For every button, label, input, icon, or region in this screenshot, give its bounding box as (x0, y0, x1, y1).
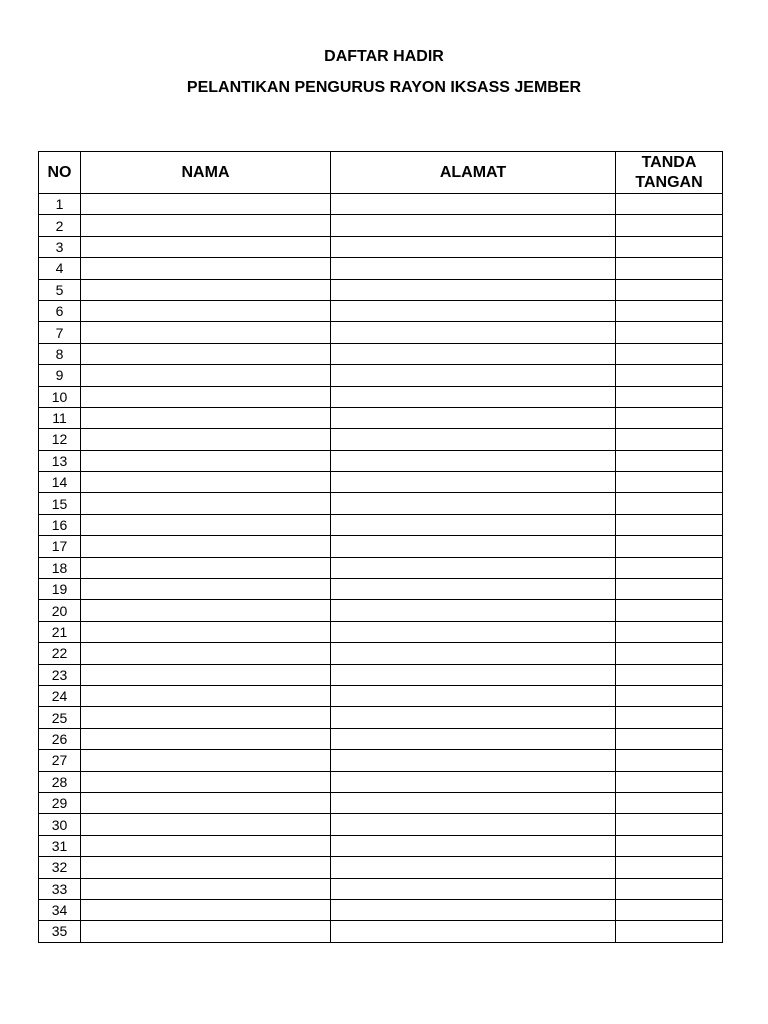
alamat-cell[interactable] (331, 279, 616, 300)
nama-cell[interactable] (81, 664, 331, 685)
alamat-cell[interactable] (331, 750, 616, 771)
row-number: 11 (39, 407, 81, 428)
nama-cell[interactable] (81, 386, 331, 407)
alamat-cell[interactable] (331, 600, 616, 621)
table-row (39, 750, 723, 771)
nama-cell[interactable] (81, 579, 331, 600)
row-number: 27 (39, 750, 81, 771)
tanda-tangan-cell[interactable] (616, 685, 723, 706)
row-number: 9 (39, 365, 81, 386)
nama-cell[interactable] (81, 365, 331, 386)
tanda-tangan-cell[interactable] (616, 643, 723, 664)
column-header-tanda-tangan-line1: TANDA (641, 153, 697, 171)
nama-cell[interactable] (81, 536, 331, 557)
nama-cell[interactable] (81, 450, 331, 471)
table-row (39, 279, 723, 300)
nama-cell[interactable] (81, 279, 331, 300)
alamat-cell[interactable] (331, 407, 616, 428)
row-number: 14 (39, 472, 81, 493)
alamat-cell[interactable] (331, 365, 616, 386)
nama-cell[interactable] (81, 429, 331, 450)
alamat-cell[interactable] (331, 343, 616, 364)
nama-cell[interactable] (81, 878, 331, 899)
nama-cell[interactable] (81, 600, 331, 621)
alamat-cell[interactable] (331, 814, 616, 835)
nama-cell[interactable] (81, 343, 331, 364)
alamat-cell[interactable] (331, 643, 616, 664)
row-number: 1 (39, 194, 81, 215)
alamat-cell[interactable] (331, 322, 616, 343)
row-number: 8 (39, 343, 81, 364)
table-row (39, 536, 723, 557)
row-number: 31 (39, 835, 81, 856)
table-row (39, 365, 723, 386)
row-number: 4 (39, 258, 81, 279)
nama-cell[interactable] (81, 899, 331, 920)
nama-cell[interactable] (81, 300, 331, 321)
alamat-cell[interactable] (331, 621, 616, 642)
table-row (39, 493, 723, 514)
nama-cell[interactable] (81, 322, 331, 343)
row-number: 22 (39, 643, 81, 664)
tanda-tangan-cell[interactable] (616, 600, 723, 621)
tanda-tangan-cell[interactable] (616, 386, 723, 407)
alamat-cell[interactable] (331, 536, 616, 557)
table-row (39, 300, 723, 321)
table-row (39, 322, 723, 343)
table-row (39, 621, 723, 642)
tanda-tangan-cell[interactable] (616, 429, 723, 450)
alamat-cell[interactable] (331, 300, 616, 321)
column-header-nama: NAMA (81, 152, 331, 194)
table-row (39, 728, 723, 749)
tanda-tangan-cell[interactable] (616, 857, 723, 878)
alamat-cell[interactable] (331, 450, 616, 471)
table-row (39, 899, 723, 920)
tanda-tangan-cell[interactable] (616, 750, 723, 771)
row-number: 23 (39, 664, 81, 685)
nama-cell[interactable] (81, 857, 331, 878)
table-row (39, 814, 723, 835)
table-row (39, 792, 723, 813)
alamat-cell[interactable] (331, 878, 616, 899)
alamat-cell[interactable] (331, 386, 616, 407)
nama-cell[interactable] (81, 493, 331, 514)
page-title: DAFTAR HADIR (324, 48, 444, 65)
row-number: 17 (39, 536, 81, 557)
nama-cell[interactable] (81, 750, 331, 771)
tanda-tangan-cell[interactable] (616, 343, 723, 364)
row-number: 33 (39, 878, 81, 899)
row-number: 7 (39, 322, 81, 343)
nama-cell[interactable] (81, 258, 331, 279)
tanda-tangan-cell[interactable] (616, 579, 723, 600)
nama-cell[interactable] (81, 643, 331, 664)
tanda-tangan-cell[interactable] (616, 792, 723, 813)
nama-cell[interactable] (81, 514, 331, 535)
nama-cell[interactable] (81, 472, 331, 493)
row-number: 25 (39, 707, 81, 728)
row-number: 29 (39, 792, 81, 813)
table-row (39, 343, 723, 364)
table-row (39, 472, 723, 493)
table-row (39, 514, 723, 535)
table-row (39, 664, 723, 685)
table-row (39, 194, 723, 215)
tanda-tangan-cell[interactable] (616, 835, 723, 856)
table-row (39, 835, 723, 856)
alamat-cell[interactable] (331, 835, 616, 856)
row-number: 32 (39, 857, 81, 878)
table-header-row (39, 152, 723, 194)
row-number: 18 (39, 557, 81, 578)
row-number: 19 (39, 579, 81, 600)
row-number: 21 (39, 621, 81, 642)
table-row (39, 600, 723, 621)
alamat-cell[interactable] (331, 429, 616, 450)
row-number: 28 (39, 771, 81, 792)
tanda-tangan-cell[interactable] (616, 407, 723, 428)
alamat-cell[interactable] (331, 215, 616, 236)
tanda-tangan-cell[interactable] (616, 707, 723, 728)
tanda-tangan-cell[interactable] (616, 258, 723, 279)
table-row (39, 557, 723, 578)
alamat-cell[interactable] (331, 707, 616, 728)
tanda-tangan-cell[interactable] (616, 536, 723, 557)
alamat-cell[interactable] (331, 664, 616, 685)
nama-cell[interactable] (81, 707, 331, 728)
alamat-cell[interactable] (331, 771, 616, 792)
tanda-tangan-cell[interactable] (616, 322, 723, 343)
tanda-tangan-cell[interactable] (616, 878, 723, 899)
table-row (39, 771, 723, 792)
tanda-tangan-cell[interactable] (616, 814, 723, 835)
tanda-tangan-cell[interactable] (616, 921, 723, 942)
tanda-tangan-cell[interactable] (616, 365, 723, 386)
row-number: 26 (39, 728, 81, 749)
page-subtitle: PELANTIKAN PENGURUS RAYON IKSASS JEMBER (186, 79, 582, 96)
alamat-cell[interactable] (331, 236, 616, 257)
nama-cell[interactable] (81, 728, 331, 749)
nama-cell[interactable] (81, 557, 331, 578)
alamat-cell[interactable] (331, 899, 616, 920)
tanda-tangan-cell[interactable] (616, 236, 723, 257)
tanda-tangan-cell[interactable] (616, 194, 723, 215)
nama-cell[interactable] (81, 792, 331, 813)
row-number: 30 (39, 814, 81, 835)
row-number: 6 (39, 300, 81, 321)
alamat-cell[interactable] (331, 194, 616, 215)
nama-cell[interactable] (81, 814, 331, 835)
row-number: 3 (39, 236, 81, 257)
row-number: 13 (39, 450, 81, 471)
row-number: 34 (39, 899, 81, 920)
column-header-tanda-tangan-line2: TANGAN (635, 173, 703, 191)
tanda-tangan-cell[interactable] (616, 899, 723, 920)
tanda-tangan-cell[interactable] (616, 621, 723, 642)
column-header-alamat: ALAMAT (331, 152, 616, 194)
table-row (39, 857, 723, 878)
attendance-table (38, 151, 723, 943)
alamat-cell[interactable] (331, 685, 616, 706)
column-header-tanda-tangan (616, 152, 723, 194)
nama-cell[interactable] (81, 835, 331, 856)
table-row (39, 386, 723, 407)
column-header-no: NO (39, 152, 81, 194)
table-row (39, 407, 723, 428)
tanda-tangan-cell[interactable] (616, 300, 723, 321)
nama-cell[interactable] (81, 621, 331, 642)
table-row (39, 258, 723, 279)
row-number: 16 (39, 514, 81, 535)
table-row (39, 236, 723, 257)
nama-cell[interactable] (81, 771, 331, 792)
row-number: 12 (39, 429, 81, 450)
table-row (39, 878, 723, 899)
alamat-cell[interactable] (331, 514, 616, 535)
tanda-tangan-cell[interactable] (616, 557, 723, 578)
alamat-cell[interactable] (331, 557, 616, 578)
row-number: 24 (39, 685, 81, 706)
alamat-cell[interactable] (331, 258, 616, 279)
alamat-cell[interactable] (331, 857, 616, 878)
table-row (39, 707, 723, 728)
tanda-tangan-cell[interactable] (616, 728, 723, 749)
row-number: 5 (39, 279, 81, 300)
nama-cell[interactable] (81, 685, 331, 706)
tanda-tangan-cell[interactable] (616, 450, 723, 471)
tanda-tangan-cell[interactable] (616, 279, 723, 300)
tanda-tangan-cell[interactable] (616, 215, 723, 236)
tanda-tangan-cell[interactable] (616, 472, 723, 493)
row-number: 15 (39, 493, 81, 514)
table-row (39, 450, 723, 471)
row-number: 10 (39, 386, 81, 407)
nama-cell[interactable] (81, 215, 331, 236)
alamat-cell[interactable] (331, 792, 616, 813)
row-number: 35 (39, 921, 81, 942)
alamat-cell[interactable] (331, 921, 616, 942)
nama-cell[interactable] (81, 194, 331, 215)
alamat-cell[interactable] (331, 728, 616, 749)
nama-cell[interactable] (81, 921, 331, 942)
table-row (39, 643, 723, 664)
table-row (39, 685, 723, 706)
tanda-tangan-cell[interactable] (616, 493, 723, 514)
table-row (39, 429, 723, 450)
row-number: 2 (39, 215, 81, 236)
tanda-tangan-cell[interactable] (616, 771, 723, 792)
alamat-cell[interactable] (331, 493, 616, 514)
row-number: 20 (39, 600, 81, 621)
table-row (39, 579, 723, 600)
table-row (39, 921, 723, 942)
alamat-cell[interactable] (331, 579, 616, 600)
alamat-cell[interactable] (331, 472, 616, 493)
table-row (39, 215, 723, 236)
tanda-tangan-cell[interactable] (616, 514, 723, 535)
nama-cell[interactable] (81, 236, 331, 257)
nama-cell[interactable] (81, 407, 331, 428)
tanda-tangan-cell[interactable] (616, 664, 723, 685)
